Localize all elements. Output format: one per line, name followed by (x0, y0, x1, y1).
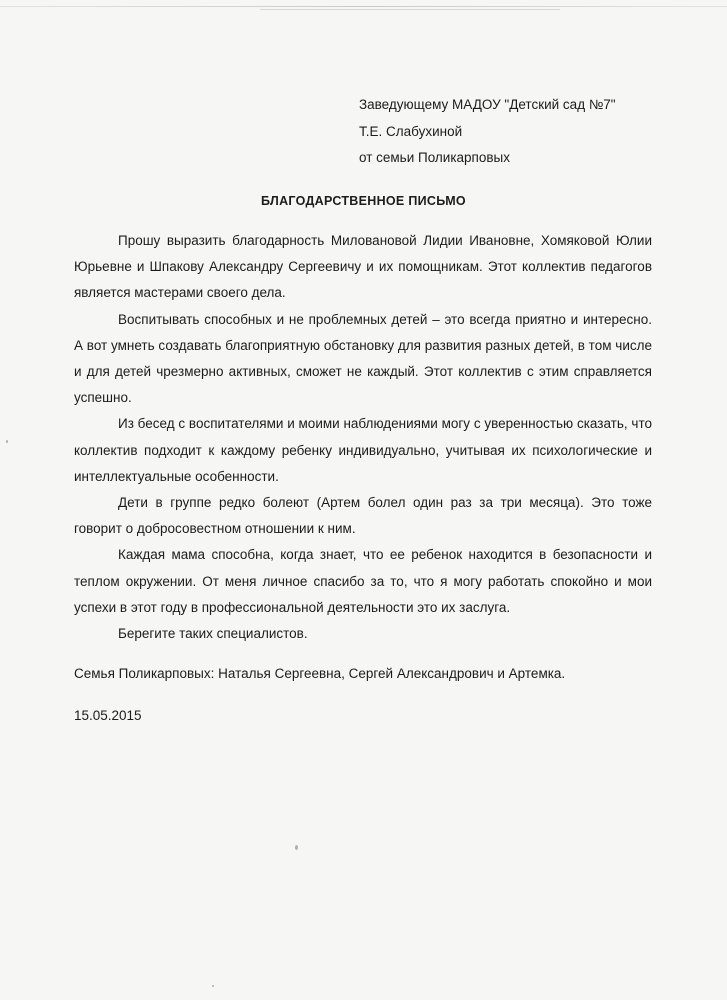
paragraph-2: Воспитывать способных и не проблемных детей – это всегда приятно и интересно. А вот умнеть создавать благоприятную обстановку для развития разных детей, в том числе и для детей чрезмерно активных, сможет не каждый. Этот коллектив с этим справляется успешно. (74, 311, 652, 406)
letter-title: БЛАГОДАРСТВЕННОЕ ПИСЬМО (261, 194, 466, 208)
addressee-line-3: от семьи Поликарповых (359, 150, 511, 165)
scan-speck (295, 845, 298, 850)
addressee-line-1: Заведующему МАДОУ "Детский сад №7" (359, 97, 616, 112)
scan-speck (6, 440, 8, 443)
addressee-line-2: Т.Е. Слабухиной (359, 123, 463, 139)
addressee-block (359, 92, 616, 172)
paragraph-3: Из бесед с воспитателями и моими наблюдениями могу с уверенностью сказать, что коллектив подходит к каждому ребенку индивидуально, учитывая их психологические и интеллектуальные особенности. (74, 416, 652, 484)
letter-body (74, 228, 652, 647)
paragraph-4: Дети в группе редко болеют (Артем болел один раз за три месяца). Это тоже говорит о добросовестном отношении к ним. (74, 495, 652, 537)
paragraph-1: Прошу выразить благодарность Миловановой Лидии Ивановне, Хомяковой Юлии Юрьевне и Шпакову Александру Сергеевичу и их помощникам. Этот коллектив педагогов является мастерами своего дела. (74, 233, 652, 301)
scan-speck (212, 985, 214, 987)
letter-date: 15.05.2015 (74, 708, 142, 723)
paragraph-5: Каждая мама способна, когда знает, что ее ребенок находится в безопасности и теплом окружении. От меня личное спасибо за то, что я могу работать спокойно и мои успехи в этот году в профессиональной деятельности это их заслуга. (74, 547, 652, 615)
signature-line: Семья Поликарповых: Наталья Сергеевна, Сергей Александрович и Артемка. (74, 666, 566, 681)
paragraph-6: Берегите таких специалистов. (118, 626, 308, 642)
